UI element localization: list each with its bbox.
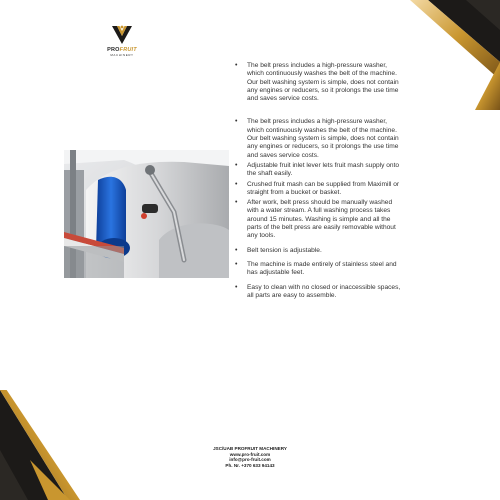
- footer-phone: Ph. Nr. +370 633 94143: [225, 462, 275, 468]
- list-item: • Adjustable fruit inlet lever lets fruit mash supply onto the shaft easily.: [232, 162, 402, 179]
- company-logo: [102, 24, 142, 57]
- footer-email-link[interactable]: info@pro-fruit.com: [229, 457, 271, 463]
- feature-list-main: [232, 118, 402, 300]
- list-item: • The machine is made entirely of stainless steel and has adjustable feet.: [232, 261, 402, 278]
- list-item: • The belt press includes a high-pressure washer, which continuously washes the belt of the machine. Our belt washing system is simple, does not contain any engines or reducers, so it prolongs the use time and saves service costs.: [232, 118, 402, 159]
- footer-contact: [150, 446, 350, 468]
- logo-fruit-text: FRUIT: [119, 47, 137, 53]
- logo-tagline: MACHINERY: [110, 53, 134, 57]
- list-item: • Easy to clean with no closed or inaccessible spaces, all parts are easy to assemble.: [232, 284, 402, 301]
- logo-pro-text: PRO: [107, 47, 120, 53]
- footer-company: JSC/UAB PROFRUIT MACHINERY: [213, 446, 287, 451]
- list-item: • The belt press includes a high-pressure washer, which continuously washes the belt of the machine. Our belt washing system is simple, does not contain any engines or reducers, so it prolongs the use time and saves service costs.: [232, 62, 402, 103]
- belt-press-photo: [64, 150, 229, 278]
- list-item: • After work, belt press should be manually washed with a water stream. A full washing process takes around 15 minutes. Washing is simple and all the parts of the belt press are easily removable without any tools.: [232, 199, 402, 240]
- list-item: • Crushed fruit mash can be supplied from Maximill or straight from a bucket or basket.: [232, 181, 402, 198]
- features-text: [232, 62, 402, 302]
- footer-website-link[interactable]: www.pro-fruit.com: [229, 451, 271, 457]
- feature-list-top: [232, 62, 402, 103]
- list-item: • Belt tension is adjustable.: [232, 247, 402, 255]
- logo-emblem-icon: [110, 24, 134, 46]
- corner-decoration-bottom-left: [0, 390, 120, 500]
